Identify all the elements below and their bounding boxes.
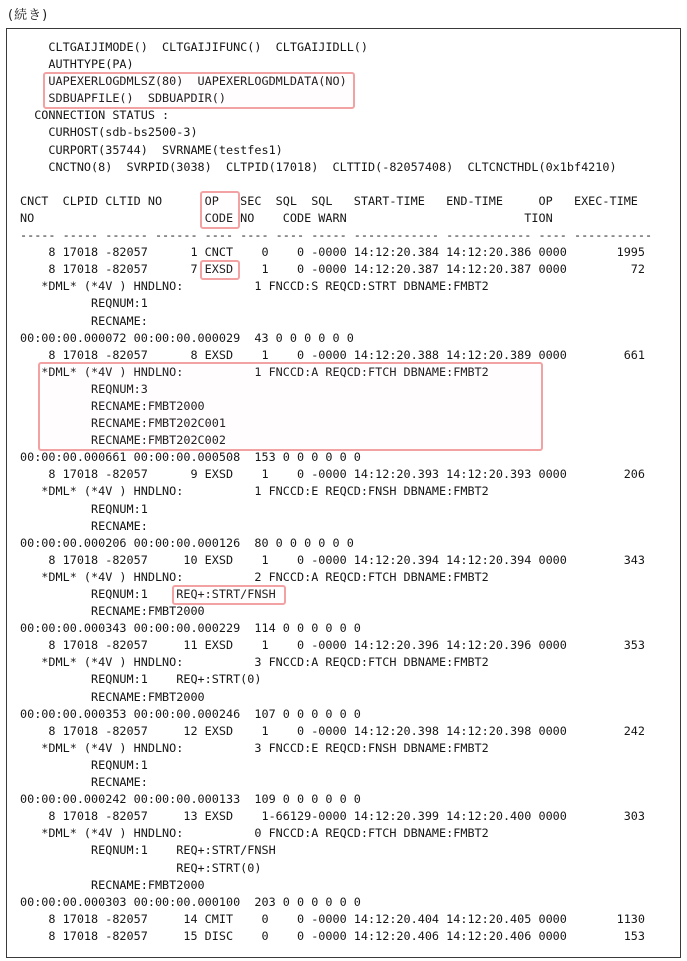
log-line: 00:00:00.000303 00:00:00.000100 203 0 0 0 0 0 0 [20,894,361,909]
trace-log [20,39,652,945]
log-line: REQNUM:1 REQ+:STRT(0) [20,672,262,687]
log-line: RECNAME:FMBT2000 [20,604,205,619]
log-line: UAPEXERLOGDMLSZ(80) UAPEXERLOGDMLDATA(NO) [20,74,347,89]
log-line: RECNAME:FMBT202C001 [20,416,226,431]
log-line: 8 17018 -82057 9 EXSD 1 0 -0000 14:12:20.393 14:12:20.393 0000 206 [20,467,646,482]
log-line: *DML* (*4V ) HNDLNO: 2 FNCCD:A REQCD:FTCH DBNAME:FMBT2 [20,569,489,584]
log-line: *DML* (*4V ) HNDLNO: 3 FNCCD:A REQCD:FTCH DBNAME:FMBT2 [20,655,489,670]
log-line: RECNAME:FMBT2000 [20,689,205,704]
log-line: REQNUM:1 REQ+:STRT/FNSH [20,843,276,858]
log-line: *DML* (*4V ) HNDLNO: 1 FNCCD:E REQCD:FNSH DBNAME:FMBT2 [20,484,489,499]
log-line: 00:00:00.000072 00:00:00.000029 43 0 0 0 0 0 0 [20,330,354,345]
log-line: 00:00:00.000343 00:00:00.000229 114 0 0 0 0 0 0 [20,621,361,636]
log-line: 8 17018 -82057 14 CMIT 0 0 -0000 14:12:20.404 14:12:20.405 0000 1130 [20,911,646,926]
log-line: RECNAME:FMBT202C002 [20,433,226,448]
log-line: RECNAME: [20,313,148,328]
log-line: *DML* (*4V ) HNDLNO: 1 FNCCD:A REQCD:FTCH DBNAME:FMBT2 [20,364,489,379]
log-line: *DML* (*4V ) HNDLNO: 3 FNCCD:E REQCD:FNSH DBNAME:FMBT2 [20,740,489,755]
log-line: AUTHTYPE(PA) [20,57,134,72]
log-line: REQNUM:1 [20,296,148,311]
log-line: 8 17018 -82057 7 EXSD 1 0 -0000 14:12:20.387 14:12:20.387 0000 72 [20,262,646,277]
trace-output-box [6,28,681,958]
log-line: CLTGAIJIMODE() CLTGAIJIFUNC() CLTGAIJIDLL() [20,40,369,54]
continuation-caption: (続き) [8,8,49,23]
log-line: SDBUAPFILE() SDBUAPDIR() [20,91,226,106]
log-line: REQNUM:1 [20,757,148,772]
log-line: CURPORT(35744) SVRNAME(testfes1) [20,142,283,157]
log-line: 00:00:00.000242 00:00:00.000133 109 0 0 0 0 0 0 [20,792,361,807]
log-line: *DML* (*4V ) HNDLNO: 0 FNCCD:A REQCD:FTCH DBNAME:FMBT2 [20,826,489,841]
log-line: 8 17018 -82057 15 DISC 0 0 -0000 14:12:20.406 14:12:20.406 0000 153 [20,928,646,943]
log-line: 8 17018 -82057 8 EXSD 1 0 -0000 14:12:20.388 14:12:20.389 0000 661 [20,347,646,362]
log-line: 8 17018 -82057 10 EXSD 1 0 -0000 14:12:20.394 14:12:20.394 0000 343 [20,552,646,567]
log-line: CNCTNO(8) SVRPID(3038) CLTPID(17018) CLTTID(-82057408) CLTCNCTHDL(0x1bf4210) [20,159,617,174]
log-line: 00:00:00.000661 00:00:00.000508 153 0 0 0 0 0 0 [20,450,361,465]
log-line: RECNAME:FMBT2000 [20,398,205,413]
log-line: CONNECTION STATUS : [20,108,170,123]
log-line: RECNAME: [20,518,148,533]
log-line: 8 17018 -82057 11 EXSD 1 0 -0000 14:12:20.396 14:12:20.396 0000 353 [20,638,646,653]
log-line: 8 17018 -82057 13 EXSD 1-66129-0000 14:12:20.399 14:12:20.400 0000 303 [20,809,646,824]
log-line: REQNUM:1 REQ+:STRT/FNSH [20,587,276,601]
log-line: 00:00:00.000206 00:00:00.000126 80 0 0 0 0 0 0 [20,535,354,550]
log-line [20,176,652,193]
log-line: RECNAME: [20,775,148,790]
log-line: 8 17018 -82057 12 EXSD 1 0 -0000 14:12:20.398 14:12:20.398 0000 242 [20,723,646,738]
log-line: NO CODE NO CODE WARN TION [20,210,553,225]
log-line: *DML* (*4V ) HNDLNO: 1 FNCCD:S REQCD:STRT DBNAME:FMBT2 [20,279,489,294]
log-line: REQNUM:3 [20,381,148,396]
log-line: 8 17018 -82057 1 CNCT 0 0 -0000 14:12:20.384 14:12:20.386 0000 1995 [20,245,646,260]
log-line: ----- ----- ------ ------ ---- ---- ---- ----- ------------ ------------ ---- ----------- [20,228,653,243]
log-line: REQNUM:1 [20,501,148,516]
log-line: RECNAME:FMBT2000 [20,877,205,892]
log-line: CURHOST(sdb-bs2500-3) [20,125,198,140]
log-line: CNCT CLPID CLTID NO OP SEC SQL SQL START-TIME END-TIME OP EXEC-TIME [20,193,638,208]
log-line: 00:00:00.000353 00:00:00.000246 107 0 0 0 0 0 0 [20,706,361,721]
log-line: REQ+:STRT(0) [20,860,262,875]
